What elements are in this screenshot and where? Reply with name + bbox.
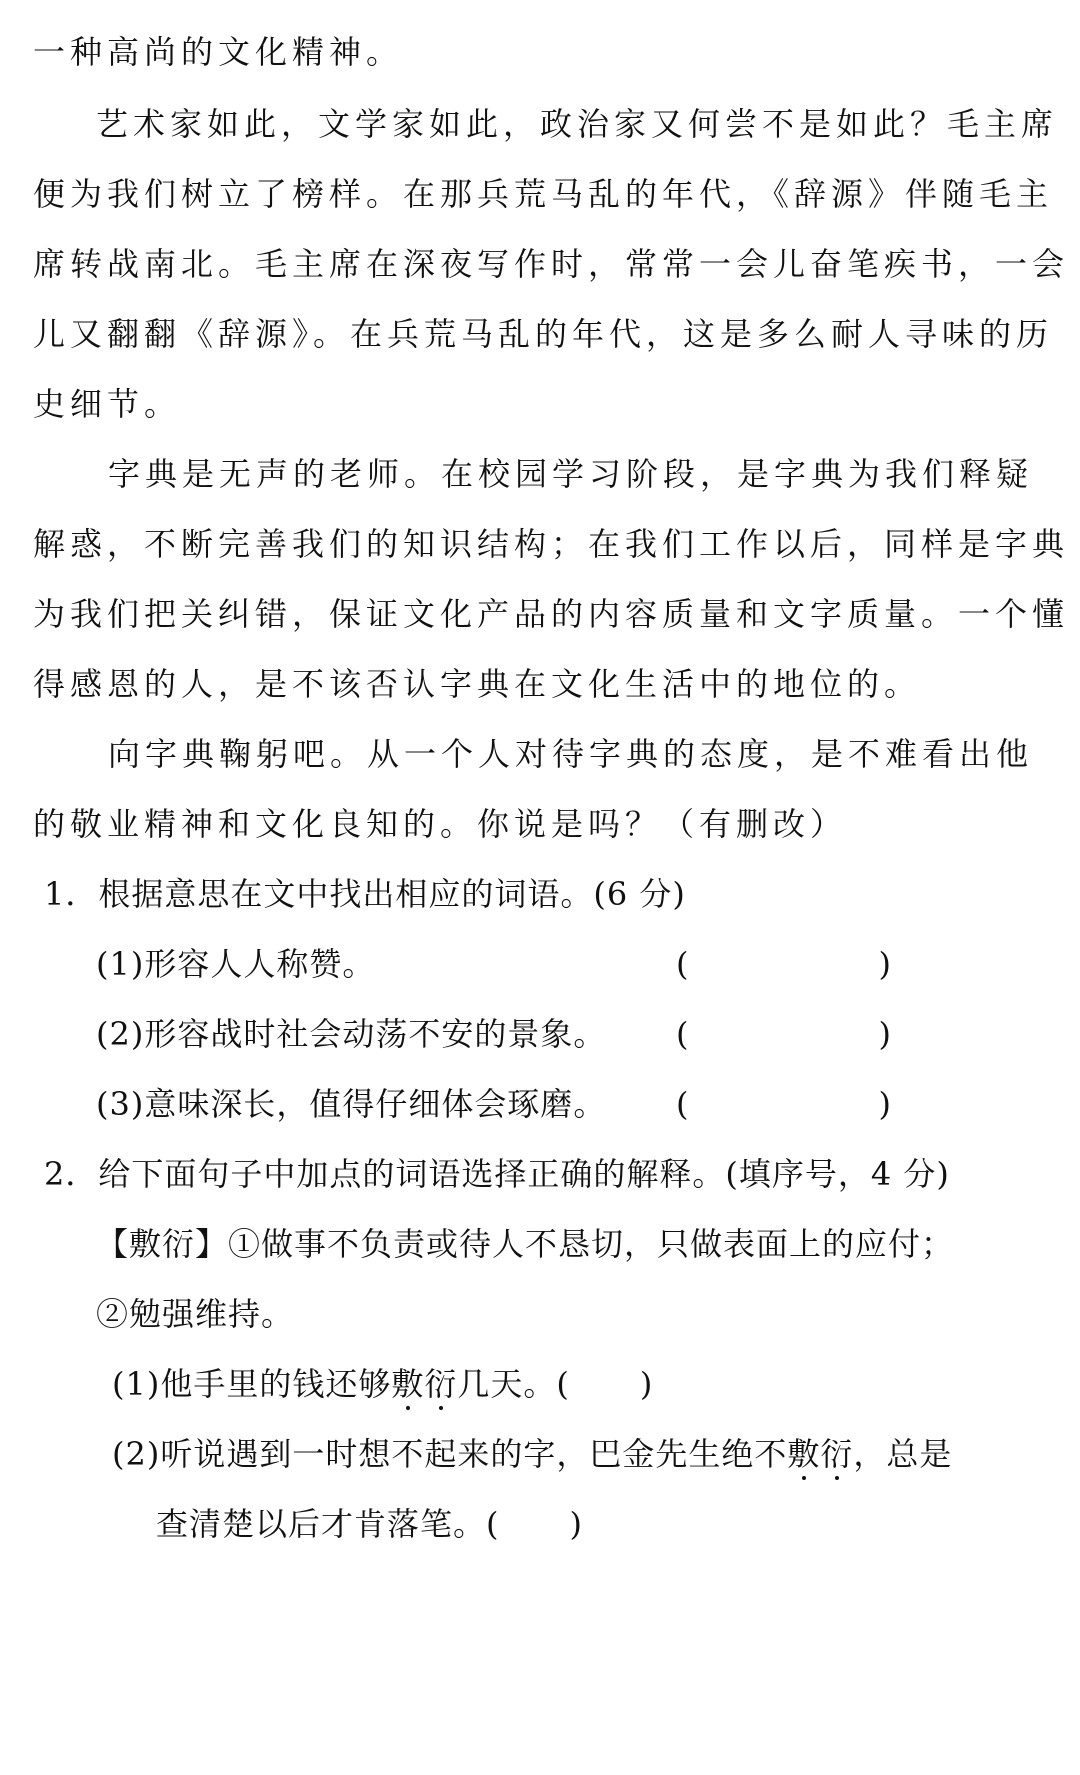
sentence-text: (1)他手里的钱还够 [112, 1365, 392, 1403]
passage-line: 艺术家如此，文学家如此，政治家又何尝不是如此？毛主席 [96, 105, 1059, 143]
passage-line: 为我们把关纠错，保证文化产品的内容质量和文字质量。一个懂 [33, 595, 1070, 633]
sentence-text: (2)听说遇到一时想不起来的字，巴金先生绝不 [112, 1435, 788, 1473]
passage-line: 得感恩的人，是不该否认字典在文化生活中的地位的。 [33, 665, 922, 703]
passage-line: 史细节。 [33, 385, 182, 423]
paren-close: ) [878, 1015, 891, 1053]
dotted-character: 敷 [391, 1365, 425, 1403]
question-2-sentence-2 [112, 1434, 952, 1474]
definition-line: ②勉强维持。 [96, 1295, 295, 1333]
question-1-stem: 1．根据意思在文中找出相应的词语。(6 分) [44, 875, 686, 913]
dotted-character: 敷 [787, 1435, 821, 1473]
paren-close: ) [878, 1085, 891, 1123]
question-1-item-1: (1)形容人人称赞。 [96, 945, 376, 983]
sentence-text: 几天。( [457, 1365, 570, 1403]
answer-blank[interactable] [676, 944, 891, 984]
paren-close: ) [569, 1505, 583, 1543]
answer-blank[interactable] [500, 1504, 583, 1544]
question-2-sentence-1 [112, 1364, 653, 1404]
passage-line: 向字典鞠躬吧。从一个人对待字典的态度，是不难看出他 [108, 735, 1034, 773]
passage-line: 儿又翻翻《辞源》。在兵荒马乱的年代，这是多么耐人寻味的历 [33, 315, 1054, 353]
question-2-stem: 2．给下面句子中加点的词语选择正确的解释。(填序号，4 分) [44, 1155, 950, 1193]
paren-open: ( [676, 945, 689, 983]
dotted-character: 衍 [424, 1365, 458, 1403]
paren-close: ) [639, 1365, 654, 1403]
question-1-item-3: (3)意味深长，值得仔细体会琢磨。 [96, 1085, 607, 1123]
passage-line: 席转战南北。毛主席在深夜写作时，常常一会儿奋笔疾书，一会 [33, 245, 1070, 283]
question-1-item-2: (2)形容战时社会动荡不安的景象。 [96, 1015, 607, 1053]
passage-line: 一种高尚的文化精神。 [33, 33, 404, 71]
question-2-sentence-2-cont [156, 1504, 583, 1544]
paren-open: ( [676, 1015, 689, 1053]
passage-line: 便为我们树立了榜样。在那兵荒马乱的年代，《辞源》伴随毛主 [33, 175, 1054, 213]
answer-blank[interactable] [676, 1084, 891, 1124]
passage-line: 字典是无声的老师。在校园学习阶段，是字典为我们释疑 [108, 455, 1034, 493]
answer-blank[interactable] [570, 1364, 653, 1404]
passage-line: 的敬业精神和文化良知的。你说是吗？（有删改） [33, 805, 848, 843]
paren-close: ) [878, 945, 891, 983]
answer-blank[interactable] [676, 1014, 891, 1054]
passage-line: 解惑，不断完善我们的知识结构；在我们工作以后，同样是字典 [33, 525, 1070, 563]
sentence-text: ，总是 [853, 1435, 953, 1473]
definition-line: 【敷衍】①做事不负责或待人不恳切，只做表面上的应付； [96, 1225, 955, 1263]
paren-open: ( [676, 1085, 689, 1123]
sentence-text: 查清楚以后才肯落笔。( [156, 1505, 500, 1543]
dotted-character: 衍 [820, 1435, 854, 1473]
